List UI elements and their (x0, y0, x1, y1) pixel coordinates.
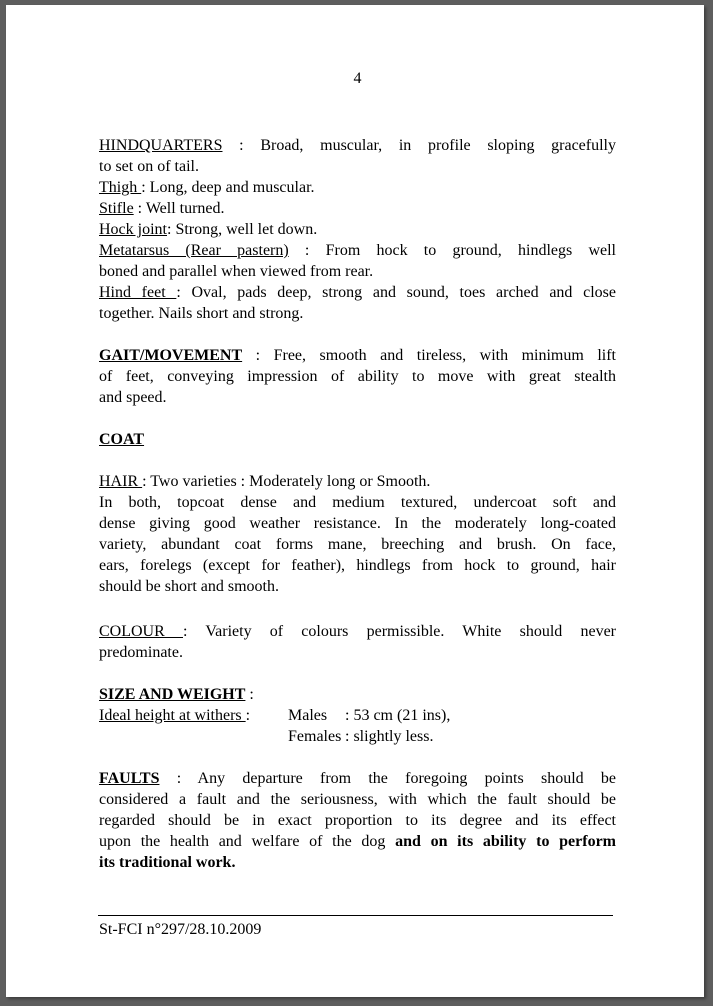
hindfeet-line1 (99, 282, 616, 303)
hair-line (99, 471, 616, 492)
ideal-height-label: Ideal height at withers (99, 707, 246, 724)
footer-divider (98, 915, 613, 916)
footer-reference: St-FCI n°297/28.10.2009 (99, 921, 262, 938)
size-title: SIZE AND WEIGHT (99, 686, 246, 703)
stifle-text: : Well turned. (133, 200, 225, 217)
thigh-line (99, 177, 616, 198)
gait-title: GAIT/MOVEMENT (99, 347, 243, 364)
faults-line4-plain: upon the health and welfare of the dog (99, 833, 396, 850)
hock-label: Hock joint (99, 221, 167, 238)
stifle-label: Stifle (99, 200, 134, 217)
metatarsus-text: : From hock to ground, hindlegs well (288, 242, 616, 259)
coat-para-line2: dense giving good weather resistance. In the moderately long-coated (99, 515, 616, 532)
metatarsus-line2: boned and parallel when viewed from rear. (99, 263, 374, 280)
thigh-label: Thigh (99, 179, 142, 196)
hindquarters-line1 (99, 135, 616, 156)
colour-label: COLOUR (99, 623, 183, 640)
faults-line5: its traditional work. (99, 854, 236, 871)
hock-text: : Strong, well let down. (167, 221, 318, 238)
ideal-height-label-wrap (99, 705, 250, 726)
hindquarters-line2: to set on of tail. (99, 158, 199, 175)
hindfeet-line2: together. Nails short and strong. (99, 305, 304, 322)
colour-line2: predominate. (99, 644, 183, 661)
coat-title: COAT (99, 431, 145, 448)
size-title-line (99, 684, 616, 705)
gait-line3: and speed. (99, 389, 167, 406)
coat-para-line4: ears, forelegs (except for feather), hindlegs from hock to ground, hair (99, 557, 616, 574)
metatarsus-line1 (99, 240, 616, 261)
colour-line1 (99, 621, 616, 642)
faults-line4-bold: and on its ability to perform (395, 833, 617, 850)
metatarsus-label: Metatarsus (Rear pastern) (99, 242, 289, 259)
size-males-row (99, 705, 616, 726)
males-label: Males (288, 707, 328, 724)
faults-line3: regarded should be in exact proportion to its degree and its effect (99, 812, 616, 829)
faults-text: : Any departure from the foregoing points should be (159, 770, 616, 787)
females-label: Females (288, 728, 342, 745)
hindquarters-title: HINDQUARTERS (99, 137, 223, 154)
colour-section (99, 621, 616, 663)
hindfeet-text: : Oval, pads deep, strong and sound, toes arched and close (176, 284, 616, 301)
coat-para-line5: should be short and smooth. (99, 578, 279, 595)
hock-line (99, 219, 616, 240)
stifle-line (99, 198, 616, 219)
gait-text: : Free, smooth and tireless, with minimum lift (242, 347, 616, 364)
gait-section (99, 345, 616, 408)
coat-para-line1: In both, topcoat dense and medium textured, undercoat soft and (99, 494, 616, 511)
size-females-row (99, 726, 616, 747)
page-number: 4 (353, 70, 362, 87)
females-value: : slightly less. (345, 728, 434, 745)
hindquarters-text: : Broad, muscular, in profile sloping gracefully (222, 137, 616, 154)
thigh-text: : Long, deep and muscular. (141, 179, 315, 196)
hindfeet-label: Hind feet (99, 284, 177, 301)
males-value: : 53 cm (21 ins), (345, 707, 451, 724)
faults-line4 (99, 831, 616, 852)
faults-title: FAULTS (99, 770, 160, 787)
hair-label: HAIR (99, 473, 143, 490)
faults-line2: considered a fault and the seriousness, with which the fault should be (99, 791, 616, 808)
ideal-height-sep: : (245, 707, 251, 724)
hair-section (99, 471, 616, 597)
gait-line2: of feet, conveying impression of ability to move with great stealth (99, 368, 616, 385)
faults-section (99, 768, 616, 873)
faults-line1 (99, 768, 616, 789)
gait-line1 (99, 345, 616, 366)
hindquarters-section (99, 135, 616, 324)
coat-para-line3: variety, abundant coat forms mane, breeching and brush. On face, (99, 536, 616, 553)
coat-section (99, 429, 616, 450)
hair-text: : Two varieties : Moderately long or Smooth. (142, 473, 431, 490)
document-page (6, 5, 704, 997)
size-title-suffix: : (245, 686, 254, 703)
size-section (99, 684, 616, 747)
colour-text: : Variety of colours permissible. White should never (183, 623, 617, 640)
